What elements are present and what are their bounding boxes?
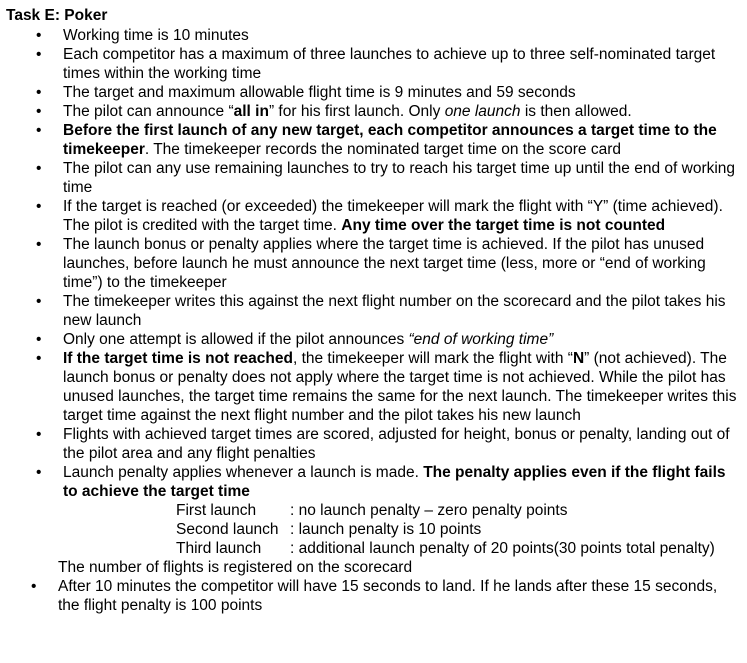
rule-launches — [6, 45, 741, 83]
launch-row — [176, 539, 741, 558]
rule-announce-target — [6, 121, 741, 159]
rule-max-time — [6, 83, 741, 102]
rule-text: Each competitor has a maximum of three launches to achieve up to three self-nominated target times within the working time — [63, 46, 716, 82]
rule-bold: If the target time is not reached — [63, 350, 293, 367]
rules-list — [6, 26, 741, 501]
rule-text: After 10 minutes the competitor will have 15 seconds to land. If he lands after these 15 seconds, the flight penalty is 100 points — [58, 578, 718, 614]
rule-text: ” (not achieved). The launch bonus or penalty does not apply where the target time is not achieved. While the pilot has unused launches, the target time remains the same for the next launch. The timekeeper writes this target time against the next flight number and the pilot takes his new launch — [63, 350, 737, 424]
rule-text: The pilot can announce “ — [63, 103, 234, 120]
rules-list-tail — [6, 577, 741, 615]
launch-row — [176, 520, 741, 539]
rule-text: ” for his first launch. Only — [268, 103, 445, 120]
launch-desc: : no launch penalty – zero penalty points — [290, 502, 568, 519]
rule-bold: all in — [233, 103, 269, 120]
launch-name: Second launch — [176, 521, 279, 538]
rule-text: , the timekeeper will mark the flight with “ — [292, 350, 573, 367]
rule-bonus-penalty — [6, 235, 741, 292]
launch-desc: : additional launch penalty of 20 points(30 points total penalty) — [290, 540, 715, 557]
rule-landing-penalty — [6, 577, 741, 615]
rule-text: . The timekeeper records the nominated target time on the score card — [144, 141, 622, 158]
rule-text: If the target is reached (or exceeded) the timekeeper will mark the flight with “Y” (time achieved). The pilot is credited with the target time. — [63, 198, 723, 234]
rule-bold: The penalty applies even if the flight fails to achieve the target time — [63, 464, 726, 500]
rule-bold: N — [572, 350, 585, 367]
task-title: Task E: Poker — [6, 7, 108, 24]
rule-italic: one launch — [444, 103, 521, 120]
rule-italic: “end of working time” — [408, 331, 554, 348]
rule-timekeeper-writes — [6, 292, 741, 330]
flights-registered-note: The number of flights is registered on the scorecard — [58, 559, 413, 576]
launch-desc: : launch penalty is 10 points — [290, 521, 482, 538]
rule-text: Working time is 10 minutes — [63, 27, 249, 44]
rule-text: The target and maximum allowable flight time is 9 minutes and 59 seconds — [63, 84, 576, 101]
rule-text: is then allowed. — [520, 103, 632, 120]
rule-text: Launch penalty applies whenever a launch is made. — [63, 464, 424, 481]
rule-bold: Any time over the target time is not counted — [341, 217, 666, 234]
rule-target-reached — [6, 197, 741, 235]
rule-text: Only one attempt is allowed if the pilot announces — [63, 331, 409, 348]
rule-end-of-working-time — [6, 330, 741, 349]
rule-launch-penalty — [6, 463, 741, 501]
rule-text: The pilot can any use remaining launches to try to reach his target time up until the end of working time — [63, 160, 736, 196]
launch-name: Third launch — [176, 540, 262, 557]
rule-text: The timekeeper writes this against the next flight number on the scorecard and the pilot takes his new launch — [63, 293, 726, 329]
rule-bold: Before the first launch of any new target, each competitor announces a target time to the timekeeper — [63, 122, 717, 158]
rule-text: The launch bonus or penalty applies where the target time is achieved. If the pilot has unused launches, before launch he must announce the next target time (less, more or “end of working time”) to the timekeeper — [63, 236, 706, 291]
rule-text: Flights with achieved target times are scored, adjusted for height, bonus or penalty, landing out of the pilot area and any flight penalties — [63, 426, 730, 462]
launch-penalty-table — [6, 501, 741, 558]
launch-row — [176, 501, 741, 520]
rule-remaining-launches — [6, 159, 741, 197]
rule-all-in — [6, 102, 741, 121]
rule-working-time — [6, 26, 741, 45]
rule-scoring — [6, 425, 741, 463]
rule-target-not-reached — [6, 349, 741, 425]
launch-name: First launch — [176, 502, 257, 519]
